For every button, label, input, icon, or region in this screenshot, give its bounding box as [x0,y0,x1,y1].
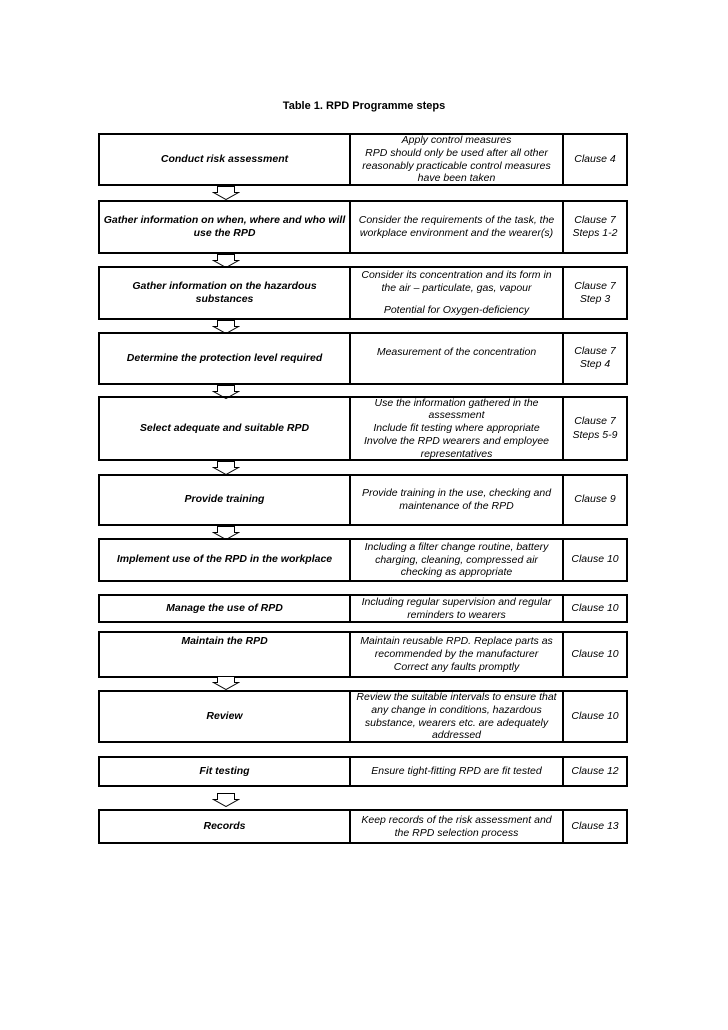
step-task: Select adequate and suitable RPD [100,398,351,459]
step-clause: Clause 10 [571,553,619,566]
step-gather-usage-info [98,200,628,254]
step-description [351,811,564,842]
down-arrow-icon [212,461,240,475]
step-task: Provide training [100,476,351,524]
description-line: RPD should only be used after all other reasonably practicable control measures have been taken [362,146,551,185]
description-line: Potential for Oxygen-deficiency [383,304,530,317]
description-line: Consider the requirements of the task, the workplace environment and the wearer(s) [358,214,555,239]
step-task: Fit testing [100,758,351,785]
step-task: Implement use of the RPD in the workplace [100,540,351,580]
step-implement-rpd [98,538,628,582]
description-line: Measurement of the concentration [376,346,537,358]
step-clause: Clause 10 [571,647,619,660]
page-title: Table 1. RPD Programme steps [282,100,446,112]
down-arrow-icon [212,676,240,690]
step-fit-testing [98,756,628,787]
step-records [98,809,628,844]
step-description [351,758,564,785]
description-line: Apply control measures [401,133,512,146]
step-clause: Clause 4 [574,152,616,165]
down-arrow-icon [212,793,240,807]
step-manage-rpd [98,594,628,623]
step-description [351,334,564,383]
step-task: Maintain the RPD [100,633,351,676]
step-clause: Clause 7 Steps 5-9 [572,415,618,441]
step-description [351,135,564,184]
step-maintain-rpd [98,631,628,678]
step-provide-training [98,474,628,526]
step-task: Gather information on the hazardous substances [100,268,351,318]
step-description [351,476,564,524]
step-determine-protection [98,332,628,385]
description-line: Maintain reusable RPD. Replace parts as recommended by the manufacturer [360,635,553,661]
description-line: Ensure tight-fitting RPD are fit tested [371,765,542,778]
step-clause: Clause 7 Steps 1-2 [572,213,618,239]
step-clause: Clause 12 [571,764,619,777]
step-task: Gather information on when, where and who will use the RPD [100,202,351,252]
step-clause: Clause 9 [574,493,616,506]
down-arrow-icon [212,186,240,200]
description-line: Provide training in the use, checking and maintenance of the RPD [361,487,552,512]
step-task: Manage the use of RPD [100,596,351,621]
description-line: Involve the RPD wearers and employee representatives [363,434,549,460]
step-description [351,692,564,741]
description-line: Keep records of the risk assessment and the RPD selection process [361,813,552,839]
description-line: Include fit testing where appropriate [373,422,540,435]
description-line: Including a filter change routine, battery charging, cleaning, compressed air checking as appropriate [364,540,549,579]
step-clause: Clause 10 [571,709,619,722]
step-description [351,202,564,252]
step-task: Determine the protection level required [100,334,351,383]
step-gather-hazard-info [98,266,628,320]
step-description [351,540,564,580]
step-task: Records [100,811,351,842]
step-risk-assessment [98,133,628,186]
description-line: Consider its concentration and its form in the air – particulate, gas, vapour [361,268,552,294]
description-line: Review the suitable intervals to ensure that any change in conditions, hazardous substance, wearers etc. are adequately addressed [356,690,557,742]
step-task: Conduct risk assessment [100,135,351,184]
description-line: Including regular supervision and regular reminders to wearers [361,595,552,621]
step-review [98,690,628,743]
step-clause: Clause 7 Step 4 [574,345,616,371]
step-clause: Clause 7 Step 3 [574,279,616,305]
step-task: Review [100,692,351,741]
description-line: Use the information gathered in the assessment [374,396,539,422]
step-clause: Clause 13 [571,819,619,832]
step-description [351,633,564,676]
step-description [351,596,564,621]
step-description [351,398,564,459]
step-clause: Clause 10 [571,601,619,614]
step-description [351,268,564,318]
step-select-rpd [98,396,628,461]
description-line: Correct any faults promptly [393,660,520,673]
